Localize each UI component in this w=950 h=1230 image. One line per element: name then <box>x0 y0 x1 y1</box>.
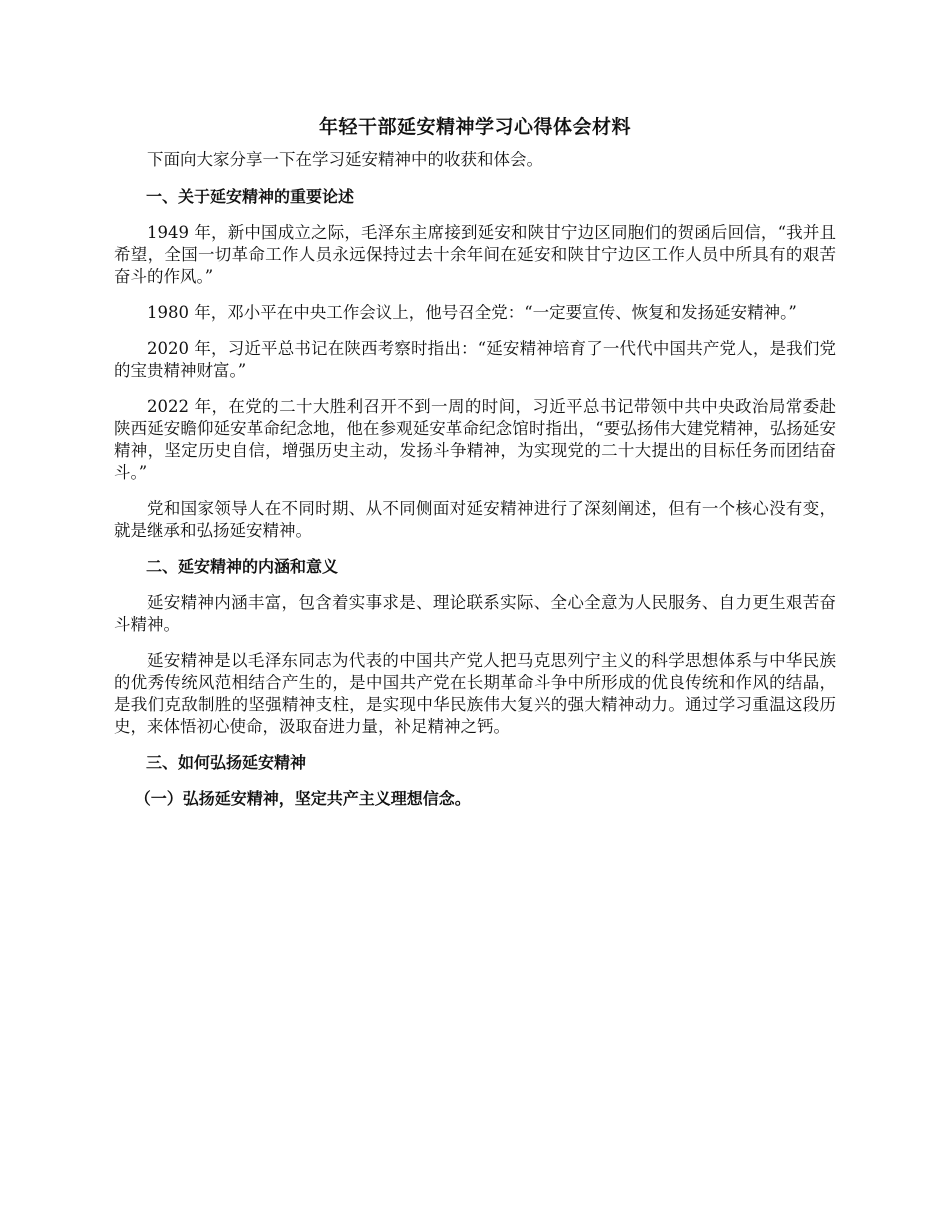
document-title: 年轻干部延安精神学习心得体会材料 <box>318 116 631 138</box>
section-1-heading: 一、关于延安精神的重要论述 <box>146 187 355 206</box>
section-1-paragraph-2: 1980 年，邓小平在中央工作会议上，他号召全党：“一定要宣传、恢复和发扬延安精神。” <box>147 303 797 322</box>
section-1-paragraph-1: 1949 年，新中国成立之际，毛泽东主席接到延安和陕甘宁边区同胞们的贺函后回信，“我并且希望，全国一切革命工作人员永远保持过去十余年间在延安和陕甘宁边区工作人员中所具有的艰苦奋斗的作风。” <box>114 223 836 286</box>
section-1-paragraph-3: 2020 年，习近平总书记在陕西考察时指出：“延安精神培育了一代代中国共产党人，是我们党的宝贵精神财富。” <box>114 339 836 380</box>
section-1-paragraph-4: 2022 年，在党的二十大胜利召开不到一周的时间，习近平总书记带领中共中央政治局常委赴陕西延安瞻仰延安革命纪念地，他在参观延安革命纪念馆时指出，“要弘扬伟大建党精神，弘扬延安精神，坚定历史自信，增强历史主动，发扬斗争精神，为实现党的二十大提出的目标任务而团结奋斗。” <box>114 397 836 482</box>
section-2-paragraph-1: 延安精神内涵丰富，包含着实事求是、理论联系实际、全心全意为人民服务、自力更生艰苦奋斗精神。 <box>114 593 836 634</box>
section-1-paragraph-5: 党和国家领导人在不同时期、从不同侧面对延安精神进行了深刻阐述，但有一个核心没有变，就是继承和弘扬延安精神。 <box>114 499 836 540</box>
intro-paragraph: 下面向大家分享一下在学习延安精神中的收获和体会。 <box>147 150 543 169</box>
section-3-subheading: （一）弘扬延安精神，坚定共产主义理想信念。 <box>134 789 471 808</box>
section-2-paragraph-2: 延安精神是以毛泽东同志为代表的中国共产党人把马克思列宁主义的科学思想体系与中华民族的优秀传统风范相结合产生的，是中国共产党在长期革命斗争中所形成的优良传统和作风的结晶，是我们克敌制胜的坚强精神支柱，是实现中华民族伟大复兴的强大精神动力。通过学习重温这段历史，来体悟初心使命，汲取奋进力量，补足精神之钙。 <box>114 651 836 736</box>
document-page <box>114 114 836 824</box>
section-3-heading: 三、如何弘扬延安精神 <box>146 753 307 772</box>
section-2-heading: 二、延安精神的内涵和意义 <box>146 557 339 576</box>
